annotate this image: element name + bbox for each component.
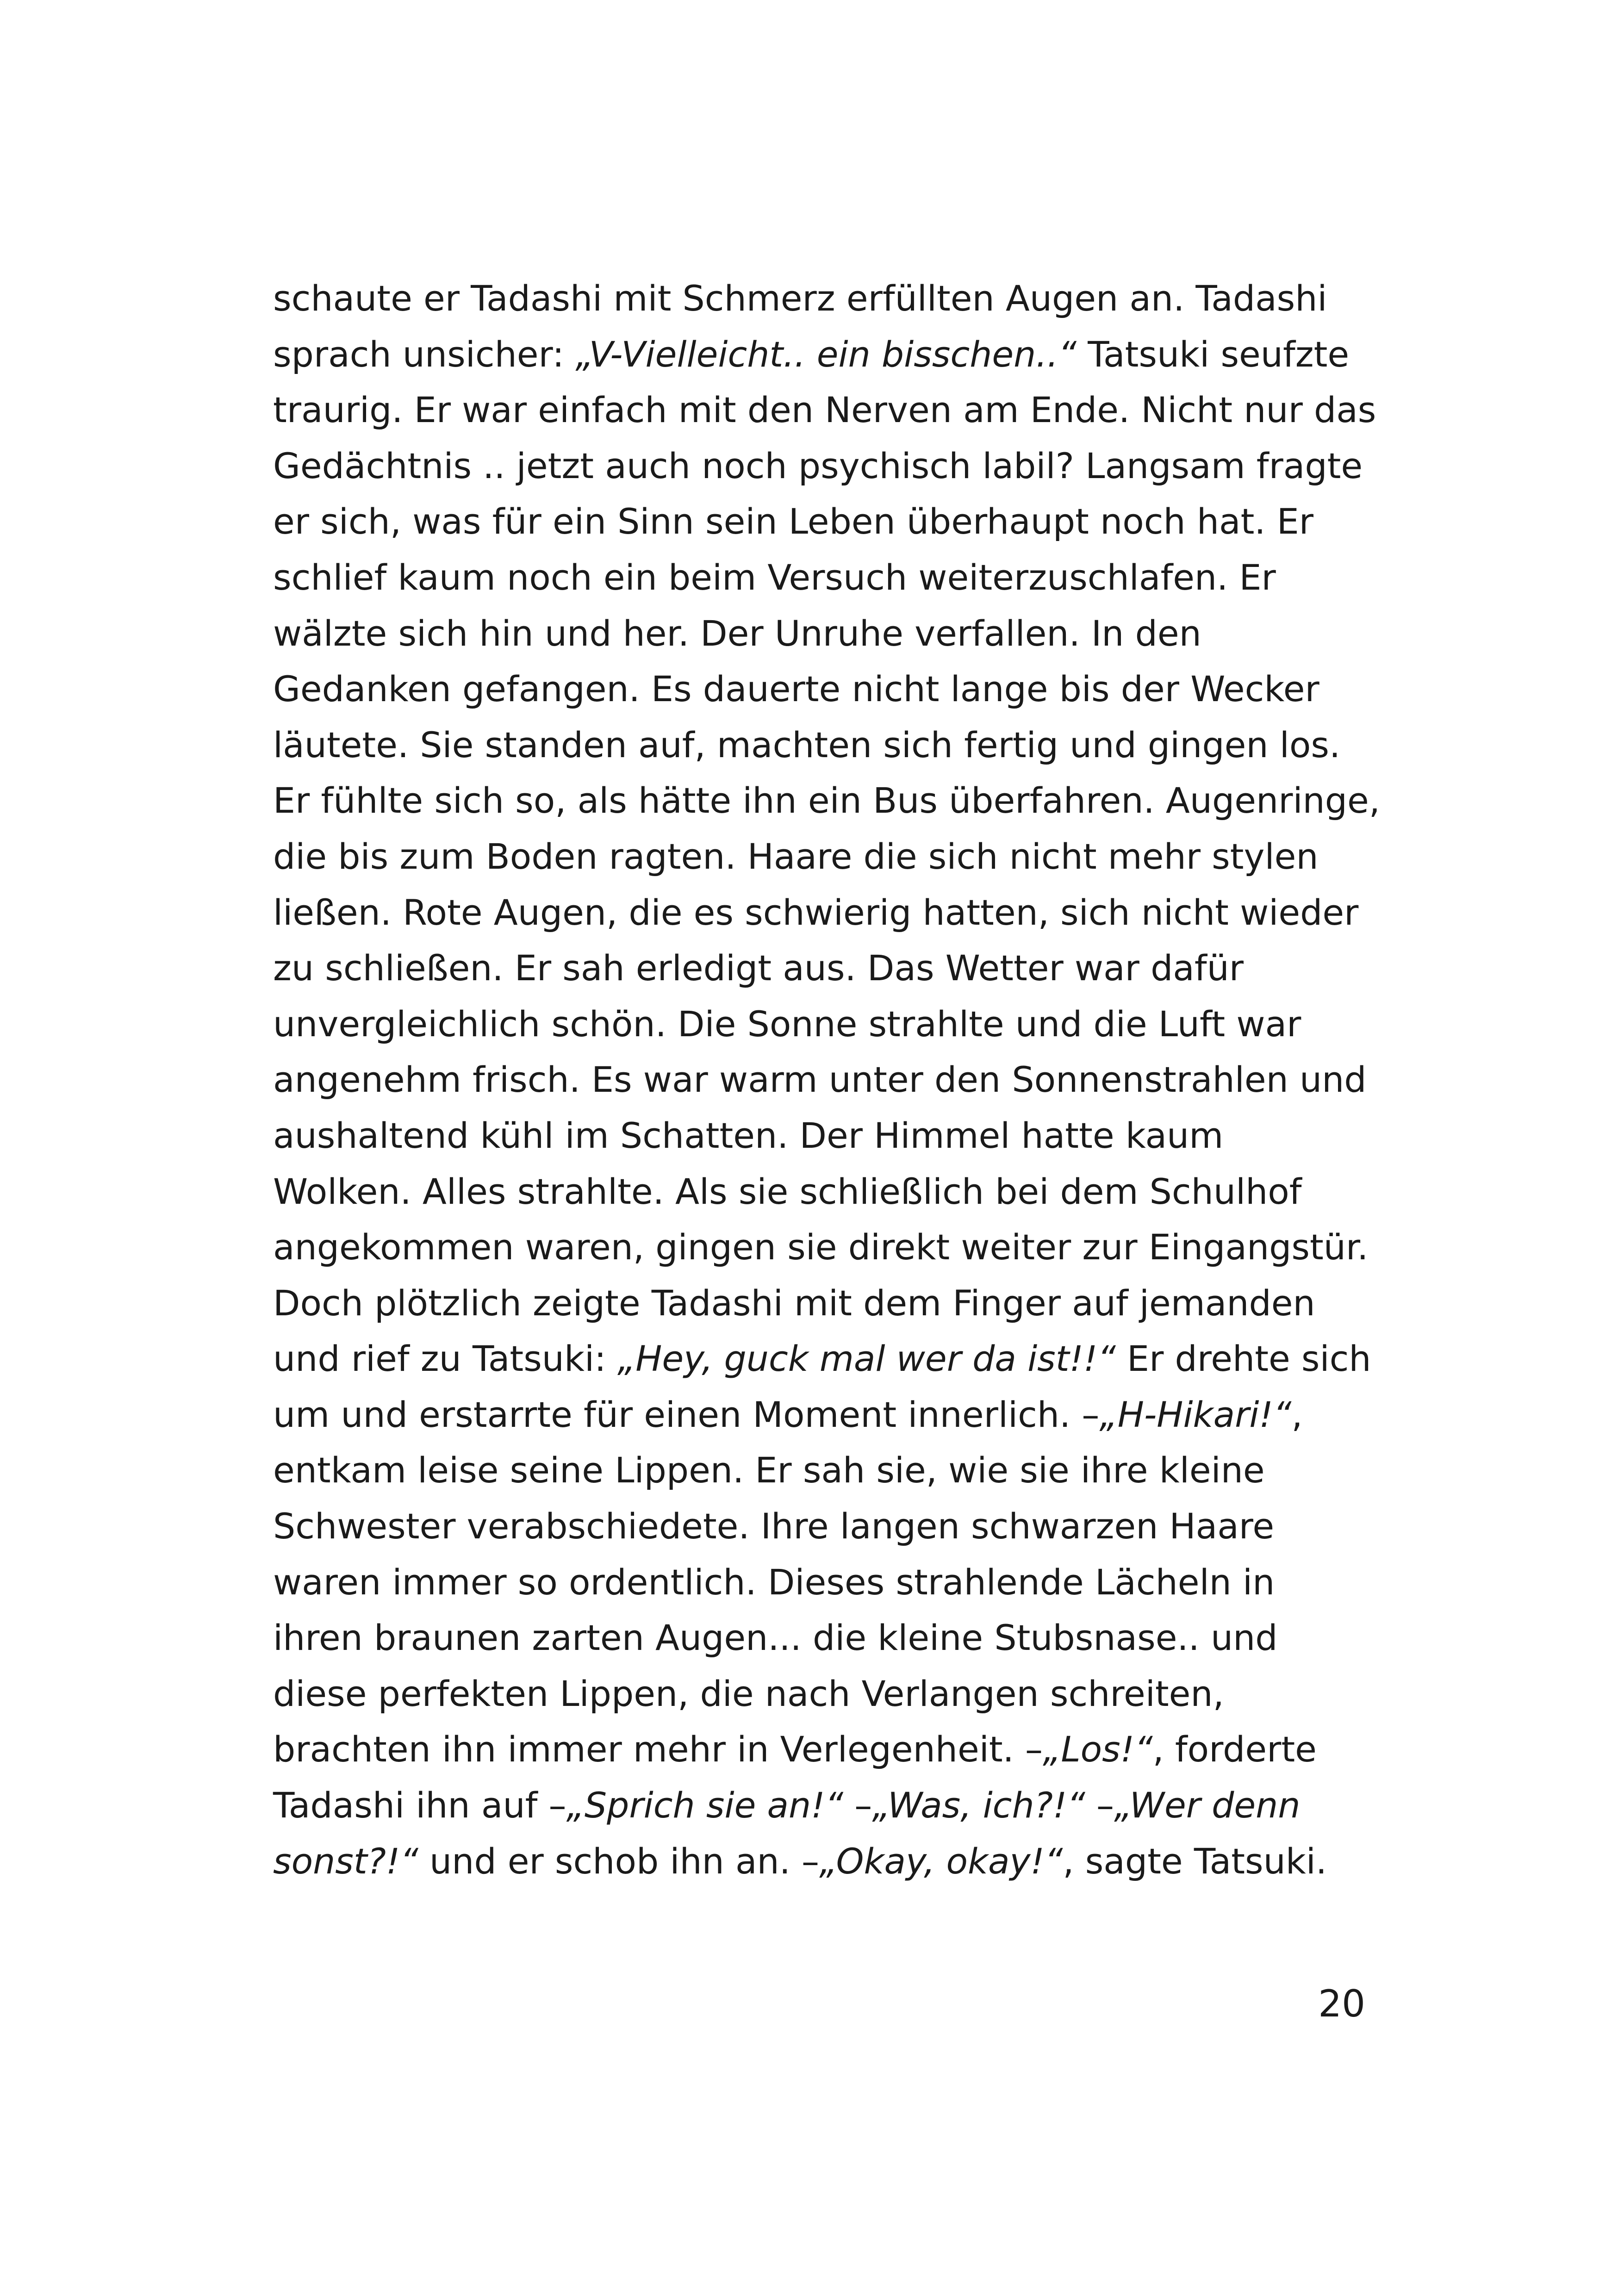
text-line (273, 885, 1359, 941)
text-span: zu schließen. Er sah erledigt aus. Das Wetter war dafür (273, 947, 1244, 989)
text-line (273, 606, 1356, 662)
text-line (273, 1722, 1356, 1778)
text-span: Doch plötzlich zeigte Tadashi mit dem Finger auf jemanden (273, 1282, 1315, 1324)
text-span: , (1291, 1394, 1303, 1435)
text-line (273, 1610, 1356, 1666)
dialogue-span: „V-Vielleicht.. ein bisschen..“ (575, 333, 1077, 375)
dialogue-span: „Okay, okay!“ (819, 1840, 1063, 1882)
text-line (273, 1276, 1356, 1332)
text-span: sprach unsicher: (273, 333, 576, 375)
text-line (273, 1164, 1356, 1220)
text-span: Tadashi ihn auf – (273, 1785, 566, 1826)
text-line (273, 1220, 1369, 1276)
text-span: angekommen waren, gingen sie direkt weiter zur Eingangstür. (273, 1226, 1369, 1268)
text-span: Er fühlte sich so, als hätte ihn ein Bus überfahren. Augenringe, (273, 780, 1380, 821)
text-line (273, 1443, 1356, 1499)
text-line (273, 940, 1356, 996)
text-span: läutete. Sie standen auf, machten sich fertig und gingen los. (273, 724, 1341, 765)
dialogue-span: „Sprich sie an!“ (566, 1785, 844, 1826)
text-span: wälzte sich hin und her. Der Unruhe verfallen. In den (273, 612, 1201, 654)
text-line (273, 1834, 1356, 1890)
text-span: diese perfekten Lippen, die nach Verlangen schreiten, (273, 1673, 1224, 1714)
text-line (273, 1778, 1356, 1834)
text-line (273, 829, 1356, 885)
text-span: und rief zu Tatsuki: (273, 1338, 617, 1380)
text-line (273, 773, 1380, 829)
text-line (273, 1331, 1371, 1387)
page-number: 20 (1318, 1982, 1365, 2025)
text-span: schaute er Tadashi mit Schmerz erfüllten Augen an. Tadashi (273, 278, 1327, 319)
text-span: Wolken. Alles strahlte. Als sie schließlich bei dem Schulhof (273, 1170, 1302, 1212)
text-line (273, 327, 1356, 383)
text-span: brachten ihn immer mehr in Verlegenheit. – (273, 1729, 1043, 1770)
text-span: ihren braunen zarten Augen... die kleine Stubsnase.. und (273, 1617, 1278, 1659)
text-line (273, 550, 1356, 606)
text-line (273, 438, 1363, 494)
dialogue-span: „Los!“ (1042, 1729, 1153, 1770)
text-span: Tatsuki seufzte (1077, 333, 1350, 375)
text-line (273, 494, 1356, 550)
text-span: ließen. Rote Augen, die es schwierig hatten, sich nicht wieder (273, 891, 1359, 933)
text-line (273, 1499, 1356, 1555)
text-span: , sagte Tatsuki. (1063, 1840, 1327, 1882)
text-span: schlief kaum noch ein beim Versuch weiterzuschlafen. Er (273, 556, 1276, 598)
dialogue-span: „H-Hikari!“ (1099, 1394, 1292, 1435)
text-span: aushaltend kühl im Schatten. Der Himmel hatte kaum (273, 1114, 1224, 1156)
text-line (273, 382, 1376, 438)
text-line (273, 271, 1356, 327)
dialogue-span: „Was, ich?!“ (872, 1785, 1085, 1826)
text-line (273, 661, 1356, 717)
text-span: waren immer so ordentlich. Dieses strahlende Lächeln in (273, 1561, 1275, 1603)
text-line (273, 1555, 1356, 1611)
text-span: um und erstarrte für einen Moment innerlich. – (273, 1394, 1100, 1435)
body-text (273, 271, 1380, 1889)
text-span: Gedächtnis .. jetzt auch noch psychisch labil? Langsam fragte (273, 445, 1363, 486)
text-span: die bis zum Boden ragten. Haare die sich nicht mehr stylen (273, 835, 1319, 877)
text-line (273, 717, 1356, 773)
text-span: traurig. Er war einfach mit den Nerven am Ende. Nicht nur das (273, 389, 1376, 431)
dialogue-span: sonst?!“ (273, 1840, 418, 1882)
dialogue-span: „Hey, guck mal wer da ist!!“ (617, 1338, 1116, 1380)
text-span: – (1085, 1785, 1114, 1826)
text-line (273, 996, 1356, 1052)
text-span: , forderte (1152, 1729, 1317, 1770)
text-span: Gedanken gefangen. Es dauerte nicht lange bis der Wecker (273, 668, 1319, 710)
text-span: entkam leise seine Lippen. Er sah sie, wie sie ihre kleine (273, 1450, 1265, 1491)
text-line (273, 1108, 1356, 1164)
text-span: unvergleichlich schön. Die Sonne strahlte und die Luft war (273, 1003, 1301, 1045)
text-span: er sich, was für ein Sinn sein Leben überhaupt noch hat. Er (273, 501, 1313, 542)
dialogue-span: „Wer denn (1114, 1785, 1301, 1826)
text-span: angenehm frisch. Es war warm unter den Sonnenstrahlen und (273, 1059, 1367, 1101)
text-span: – (843, 1785, 872, 1826)
text-line (273, 1666, 1356, 1722)
text-span: Schwester verabschiedete. Ihre langen schwarzen Haare (273, 1506, 1275, 1547)
text-line (273, 1052, 1367, 1108)
text-span: und er schob ihn an. – (418, 1840, 820, 1882)
text-span: Er drehte sich (1115, 1338, 1371, 1380)
text-line (273, 1387, 1356, 1443)
